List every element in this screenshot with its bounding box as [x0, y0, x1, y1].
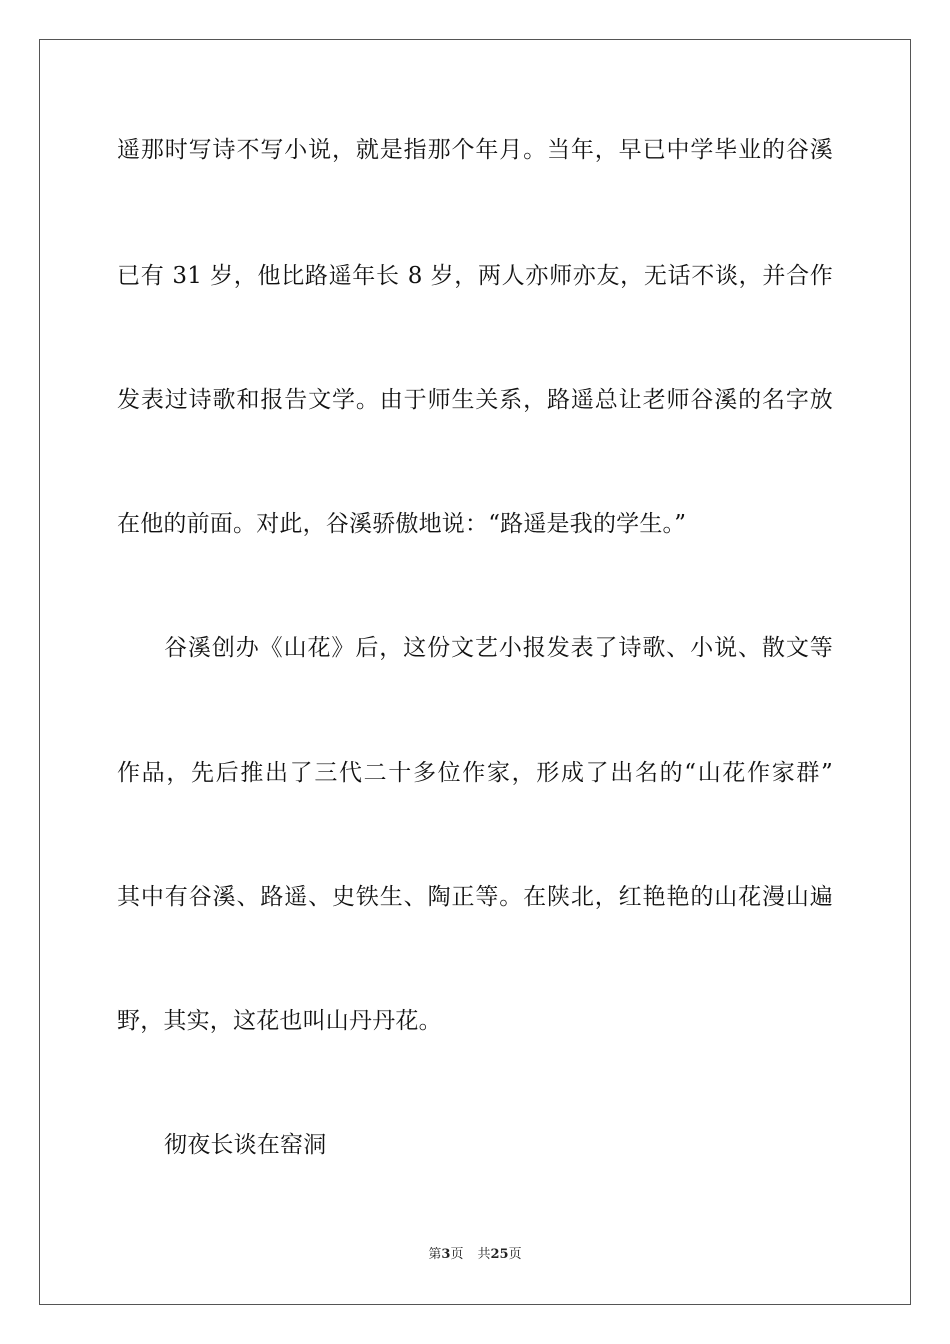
body-text-line: 遥那时写诗不写小说，就是指那个年月。当年，早已中学毕业的谷溪 — [117, 137, 833, 163]
page-border — [39, 39, 911, 1305]
body-text-line: 已有 31 岁，他比路遥年长 8 岁，两人亦师亦友，无话不谈，并合作 — [117, 263, 833, 289]
body-text-line: 野，其实，这花也叫山丹丹花。 — [117, 1008, 442, 1034]
page-footer — [0, 1246, 950, 1264]
body-text-line: 在他的前面。对此，谷溪骄傲地说：“路遥是我的学生。” — [117, 511, 687, 537]
body-text-line: 发表过诗歌和报告文学。由于师生关系，路遥总让老师谷溪的名字放 — [117, 387, 833, 413]
total-suffix: 页 — [508, 1247, 522, 1262]
page-prefix: 第 — [428, 1247, 442, 1262]
total-pages: 25 — [490, 1247, 509, 1262]
section-heading: 彻夜长谈在窑洞 — [164, 1132, 327, 1158]
page-number: 3 — [441, 1247, 451, 1262]
paragraph-first-line: 谷溪创办《山花》后，这份文艺小报发表了诗歌、小说、散文等 — [164, 635, 833, 661]
body-text-line: 其中有谷溪、路遥、史铁生、陶正等。在陕北，红艳艳的山花漫山遍 — [117, 884, 833, 910]
body-text-line: 作品，先后推出了三代二十多位作家，形成了出名的“山花作家群” — [117, 760, 833, 786]
total-prefix: 共 — [477, 1247, 491, 1262]
page-suffix: 页 — [450, 1247, 464, 1262]
